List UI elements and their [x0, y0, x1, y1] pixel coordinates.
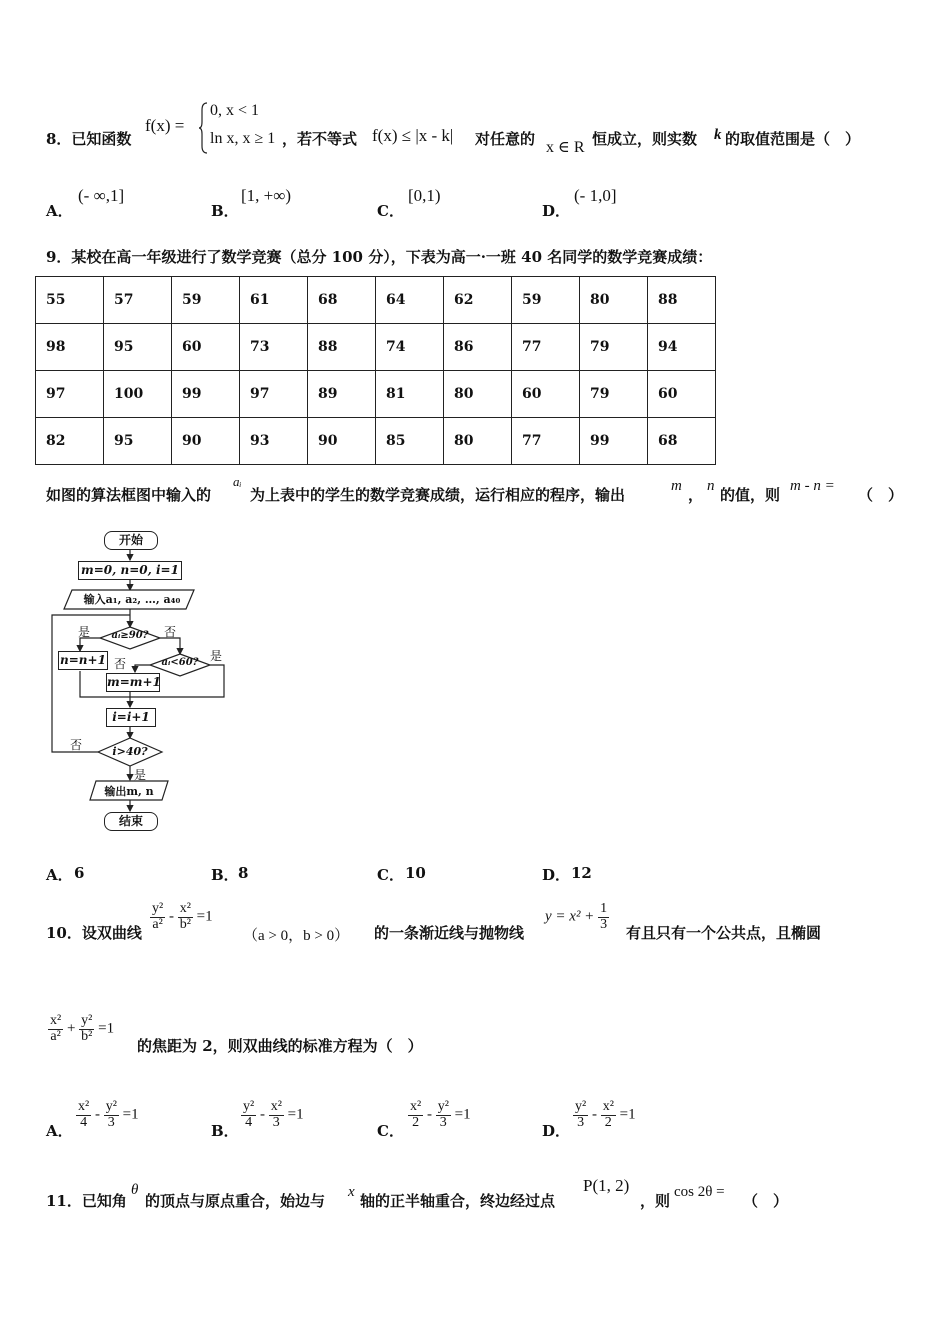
op-eq: =1 — [98, 1020, 115, 1037]
frac-num: y² — [437, 1099, 449, 1114]
frac-den: 3 — [272, 1114, 280, 1130]
q10-text-1: 的一条渐近线与抛物线 — [374, 924, 525, 942]
q8-option-b-value: [1, +∞) — [241, 186, 292, 205]
q9-text-1: 如图的算法框图中输入的 — [46, 486, 212, 504]
q10-ellipse — [48, 1014, 114, 1044]
q11-theta: θ — [131, 1182, 139, 1198]
table-cell: 95 — [104, 324, 172, 371]
flowchart-init: m=0, n=0, i=1 — [78, 561, 182, 580]
q10-option-d-value — [573, 1100, 636, 1130]
q9-option-c-value: 10 — [405, 864, 426, 882]
frac-den: 4 — [245, 1114, 253, 1130]
frac-num: x² — [179, 901, 191, 916]
frac-num: x² — [410, 1099, 422, 1114]
q9-option-b-label: B． — [211, 866, 239, 884]
q11-point: P(1, 2) — [583, 1176, 630, 1195]
score-table — [35, 276, 716, 465]
q9-m: m — [671, 478, 682, 494]
q11-expression: cos 2θ = — [674, 1184, 725, 1200]
op-minus: - — [168, 908, 174, 925]
q8-case-2: ln x, x ≥ 1 — [210, 130, 276, 147]
q10-parabola — [545, 902, 609, 932]
op-eq: =1 — [287, 1106, 304, 1123]
op-eq: =1 — [196, 908, 213, 925]
op-plus: + — [66, 1020, 76, 1037]
q9-comma: ， — [688, 486, 704, 504]
frac-num: y² — [81, 1013, 93, 1028]
frac-den: 3 — [600, 916, 608, 932]
table-cell: 90 — [308, 418, 376, 465]
table-cell: 64 — [376, 277, 444, 324]
flowchart — [40, 526, 240, 836]
q11-text-4: （ ） — [743, 1192, 789, 1210]
table-cell: 62 — [444, 277, 512, 324]
frac-num: y² — [575, 1099, 587, 1114]
table-cell: 68 — [308, 277, 376, 324]
table-row — [36, 324, 716, 371]
frac-den: 2 — [604, 1114, 612, 1130]
q8-option-d-value: (- 1,0] — [574, 186, 617, 205]
q9-text-3: 的值，则 — [720, 486, 781, 504]
q9-option-c-label: C． — [377, 866, 404, 884]
q10-option-b-value — [241, 1100, 304, 1130]
table-row — [36, 418, 716, 465]
flowchart-yes-1: 是 — [78, 625, 91, 639]
q9-option-d-label: D． — [542, 866, 571, 884]
q10-condition: （a > 0，b > 0） — [243, 928, 350, 944]
frac-den: 3 — [107, 1114, 115, 1130]
q11-x: x — [348, 1184, 355, 1200]
q10-option-c-value — [408, 1100, 471, 1130]
table-cell: 79 — [580, 371, 648, 418]
q10-option-c-label: C． — [377, 1122, 404, 1140]
q9-ai: aᵢ — [233, 474, 242, 489]
table-cell: 88 — [308, 324, 376, 371]
flowchart-yes-2: 是 — [210, 649, 223, 663]
frac-den: 3 — [439, 1114, 447, 1130]
q9-text-2: 为上表中的学生的数学竞赛成绩，运行相应的程序，输出 — [250, 486, 626, 504]
flowchart-start: 开始 — [104, 531, 158, 550]
table-cell: 97 — [240, 371, 308, 418]
table-cell: 80 — [444, 371, 512, 418]
flowchart-end: 结束 — [104, 812, 158, 831]
table-cell: 93 — [240, 418, 308, 465]
table-cell: 77 — [512, 324, 580, 371]
q11-text-1: 的顶点与原点重合，始边与 — [145, 1192, 326, 1210]
q10-text-3: 的焦距为 2，则双曲线的标准方程为（ ） — [137, 1037, 423, 1055]
q9-text-4: （ ） — [858, 486, 904, 504]
frac-den: 2 — [412, 1114, 420, 1130]
flowchart-m-inc: m=m+1 — [106, 673, 160, 692]
frac-num: x² — [270, 1099, 282, 1114]
table-cell: 80 — [580, 277, 648, 324]
op-eq: =1 — [122, 1106, 139, 1123]
q8-option-a-label: A． — [46, 202, 73, 220]
q8-text-1: ，若不等式 — [282, 130, 358, 148]
q8-option-a-value: (- ∞,1] — [78, 186, 125, 205]
table-cell: 90 — [172, 418, 240, 465]
table-cell: 59 — [512, 277, 580, 324]
table-cell: 60 — [172, 324, 240, 371]
q11-text-2: 轴的正半轴重合，终边经过点 — [360, 1192, 556, 1210]
table-cell: 88 — [648, 277, 716, 324]
table-cell: 97 — [36, 371, 104, 418]
table-cell: 77 — [512, 418, 580, 465]
table-row — [36, 277, 716, 324]
table-cell: 99 — [172, 371, 240, 418]
table-row — [36, 371, 716, 418]
parabola-expr: y = x² + — [545, 908, 595, 925]
q9-option-a-label: A． — [46, 866, 73, 884]
q9-option-b-value: 8 — [238, 864, 249, 882]
flowchart-no-3: 否 — [70, 738, 83, 752]
q8-option-c-value: [0,1) — [408, 186, 441, 205]
frac-num: y² — [105, 1099, 117, 1114]
q10-text-2: 有且只有一个公共点，且椭圆 — [626, 924, 822, 942]
flowchart-yes-3: 是 — [134, 768, 147, 782]
frac-den: 4 — [80, 1114, 88, 1130]
op-minus: - — [426, 1106, 432, 1123]
table-cell: 57 — [104, 277, 172, 324]
q10-number: 10．设双曲线 — [46, 924, 142, 942]
frac-den: a² — [152, 916, 163, 932]
q8-function-name: f(x) = — [145, 116, 185, 135]
table-cell: 59 — [172, 277, 240, 324]
q8-text-4: 的取值范围是（ ） — [725, 130, 861, 148]
q10-option-a-value — [76, 1100, 139, 1130]
frac-den: b² — [81, 1028, 93, 1044]
q9-option-d-value: 12 — [571, 864, 592, 882]
frac-den: a² — [50, 1028, 61, 1044]
table-cell: 60 — [648, 371, 716, 418]
op-minus: - — [259, 1106, 265, 1123]
table-cell: 95 — [104, 418, 172, 465]
op-eq: =1 — [619, 1106, 636, 1123]
frac-den: 3 — [577, 1114, 585, 1130]
flowchart-cond3: i>40? — [112, 745, 148, 758]
flowchart-n-inc: n=n+1 — [58, 651, 108, 670]
q9-expression: m - n = — [790, 478, 835, 494]
q8-number: 8．已知函数 — [46, 130, 132, 148]
table-cell: 61 — [240, 277, 308, 324]
flowchart-cond2: aᵢ<60? — [161, 657, 199, 668]
q8-text-2: 对任意的 — [475, 130, 536, 148]
frac-num: 1 — [600, 901, 608, 916]
table-cell: 80 — [444, 418, 512, 465]
q8-var-k: k — [714, 127, 722, 143]
q10-hyperbola — [150, 902, 213, 932]
table-cell: 82 — [36, 418, 104, 465]
table-cell: 86 — [444, 324, 512, 371]
q8-option-d-label: D． — [542, 202, 571, 220]
q8-option-b-label: B． — [211, 202, 239, 220]
flowchart-cond1: aᵢ≥90? — [111, 630, 149, 641]
frac-num: x² — [78, 1099, 90, 1114]
q9-stem: 9．某校在高一年级进行了数学竞赛（总分 100 分），下表为高一·一班 40 名同学的数学竞赛成绩： — [46, 248, 713, 266]
frac-num: y² — [152, 901, 164, 916]
q9-option-a-value: 6 — [74, 864, 85, 882]
table-cell: 100 — [104, 371, 172, 418]
table-cell: 94 — [648, 324, 716, 371]
q8-text-3: 恒成立，则实数 — [592, 130, 698, 148]
q8-case-1: 0, x < 1 — [210, 102, 260, 119]
table-cell: 68 — [648, 418, 716, 465]
table-cell: 73 — [240, 324, 308, 371]
table-cell: 55 — [36, 277, 104, 324]
q10-option-a-label: A． — [46, 1122, 73, 1140]
flowchart-output: 输出m, n — [104, 785, 154, 798]
q11-number: 11．已知角 — [46, 1192, 127, 1210]
q8-inequality: f(x) ≤ |x - k| — [372, 126, 454, 145]
table-cell: 60 — [512, 371, 580, 418]
q9-n: n — [707, 478, 715, 494]
table-cell: 81 — [376, 371, 444, 418]
op-minus: - — [94, 1106, 100, 1123]
table-cell: 74 — [376, 324, 444, 371]
table-cell: 99 — [580, 418, 648, 465]
q11-text-3: ，则 — [640, 1192, 671, 1210]
table-cell: 89 — [308, 371, 376, 418]
op-minus: - — [591, 1106, 597, 1123]
frac-num: x² — [602, 1099, 614, 1114]
frac-den: b² — [179, 916, 191, 932]
op-eq: =1 — [454, 1106, 471, 1123]
table-cell: 79 — [580, 324, 648, 371]
q8-domain: x ∈ R — [546, 139, 585, 156]
flowchart-i-inc: i=i+1 — [106, 708, 156, 727]
q10-option-b-label: B． — [211, 1122, 239, 1140]
flowchart-input: 输入a₁, a₂, …, a₄₀ — [83, 593, 181, 606]
frac-num: y² — [243, 1099, 255, 1114]
q8-brace-icon — [199, 102, 209, 154]
flowchart-no-2: 否 — [114, 657, 127, 671]
q10-option-d-label: D． — [542, 1122, 571, 1140]
table-cell: 85 — [376, 418, 444, 465]
q8-option-c-label: C． — [377, 202, 404, 220]
table-cell: 98 — [36, 324, 104, 371]
flowchart-no-1: 否 — [164, 625, 177, 639]
frac-num: x² — [50, 1013, 62, 1028]
